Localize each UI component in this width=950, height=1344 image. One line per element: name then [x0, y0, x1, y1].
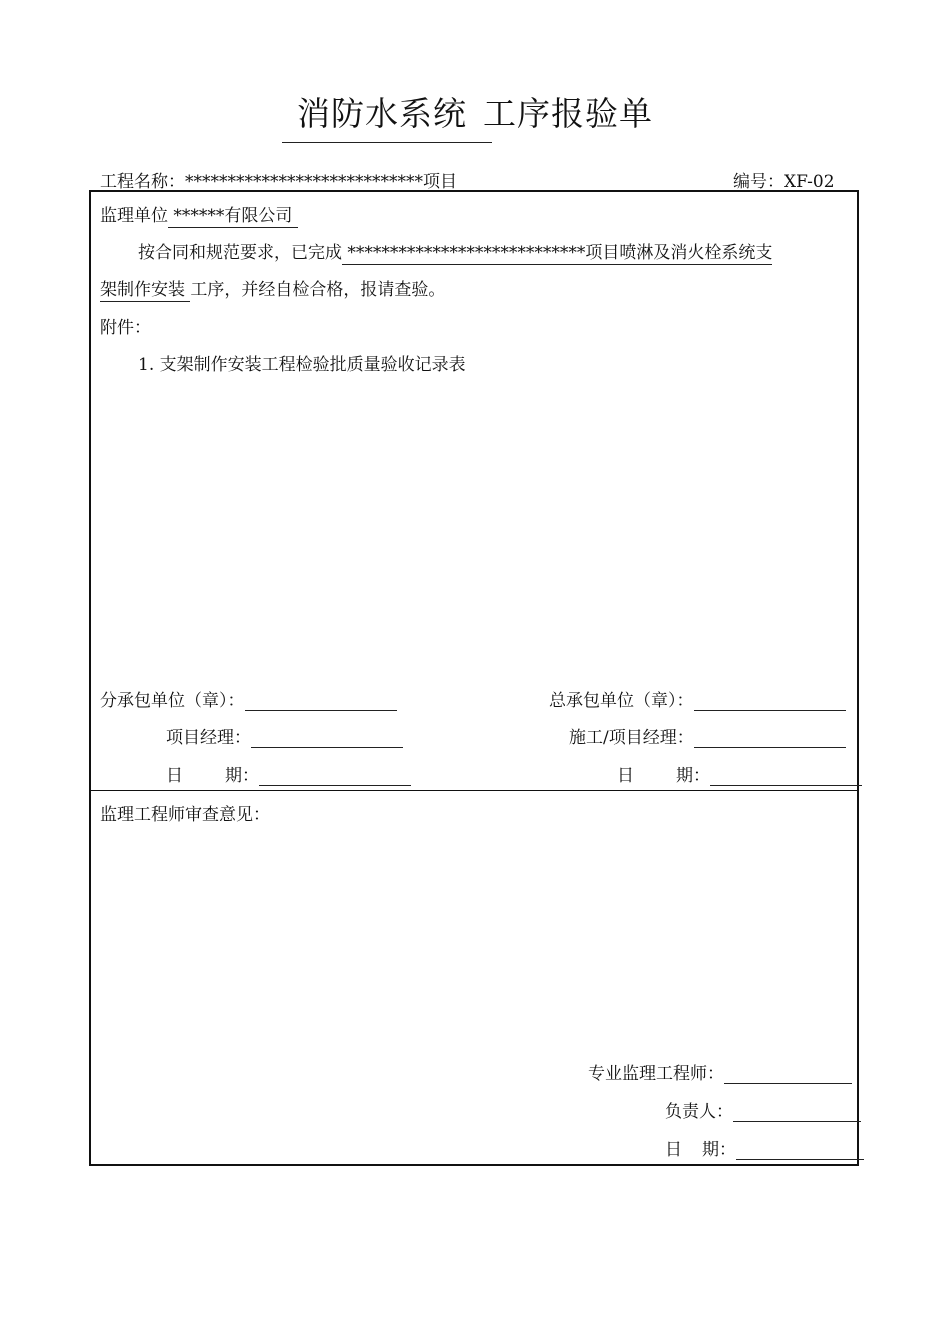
sub-pm-label: 项目经理：	[166, 728, 251, 748]
date-char-1: 日	[617, 766, 634, 786]
body-line-2	[100, 275, 445, 300]
sub-date-row	[166, 761, 411, 786]
date-char-1: 日	[665, 1140, 682, 1160]
project-name-row	[100, 167, 457, 192]
title-part-2: 工序报验单	[483, 94, 653, 133]
sub-pm-row	[166, 723, 403, 748]
subcontractor-label: 分承包单位（章）：	[100, 691, 245, 711]
person-in-charge-row	[665, 1097, 861, 1122]
date-char-2: 期：	[702, 1140, 736, 1160]
general-date-blank[interactable]	[710, 765, 862, 786]
engineer-opinion-label: 监理工程师审查意见：	[100, 805, 270, 825]
general-contractor-label: 总承包单位（章）：	[549, 691, 694, 711]
sub-pm-blank[interactable]	[251, 727, 403, 748]
project-label: 工程名称：	[100, 172, 185, 192]
subcontractor-row	[100, 686, 397, 711]
form-box	[89, 190, 859, 1166]
body-intro: 按合同和规范要求，已完成	[138, 243, 342, 263]
body-end: 工序，并经自检合格，报请查验。	[190, 280, 446, 300]
date-char-2: 期：	[676, 766, 710, 786]
document-title	[0, 88, 950, 135]
person-in-charge-label: 负责人：	[665, 1102, 733, 1122]
specialist-engineer-label: 专业监理工程师：	[588, 1064, 724, 1084]
construction-pm-row	[569, 723, 846, 748]
subcontractor-blank[interactable]	[245, 690, 397, 711]
construction-pm-blank[interactable]	[694, 727, 846, 748]
supervisor-label: 监理单位	[100, 206, 168, 226]
supervisor-name: ******有限公司	[168, 206, 298, 226]
body-work-continued: 架制作安装	[100, 280, 191, 300]
body-line-1	[138, 238, 772, 263]
date-char-1: 日	[166, 766, 183, 786]
body-work: ****************************项目喷淋及消火栓系统支	[342, 243, 773, 263]
general-date-row	[617, 761, 862, 786]
construction-pm-label: 施工/项目经理：	[569, 728, 694, 748]
section-divider	[89, 790, 859, 791]
project-name: ****************************项目	[185, 172, 457, 192]
general-contractor-blank[interactable]	[694, 690, 846, 711]
form-number	[733, 167, 835, 192]
title-underline	[282, 142, 492, 143]
general-contractor-row	[549, 686, 846, 711]
attachment-item: 1. 支架制作安装工程检验批质量验收记录表	[138, 355, 466, 375]
engineer-date-blank[interactable]	[736, 1139, 864, 1160]
title-part-1: 消防水系统	[297, 94, 467, 133]
number-label: 编号：	[733, 172, 784, 192]
specialist-engineer-blank[interactable]	[724, 1063, 852, 1084]
supervisor-row	[100, 201, 316, 226]
number-value: XF-02	[784, 172, 835, 192]
person-in-charge-blank[interactable]	[733, 1101, 861, 1122]
sub-date-blank[interactable]	[259, 765, 411, 786]
specialist-engineer-row	[588, 1059, 852, 1084]
date-char-2: 期：	[225, 766, 259, 786]
engineer-date-row	[665, 1135, 864, 1160]
attachment-label: 附件：	[100, 318, 151, 338]
